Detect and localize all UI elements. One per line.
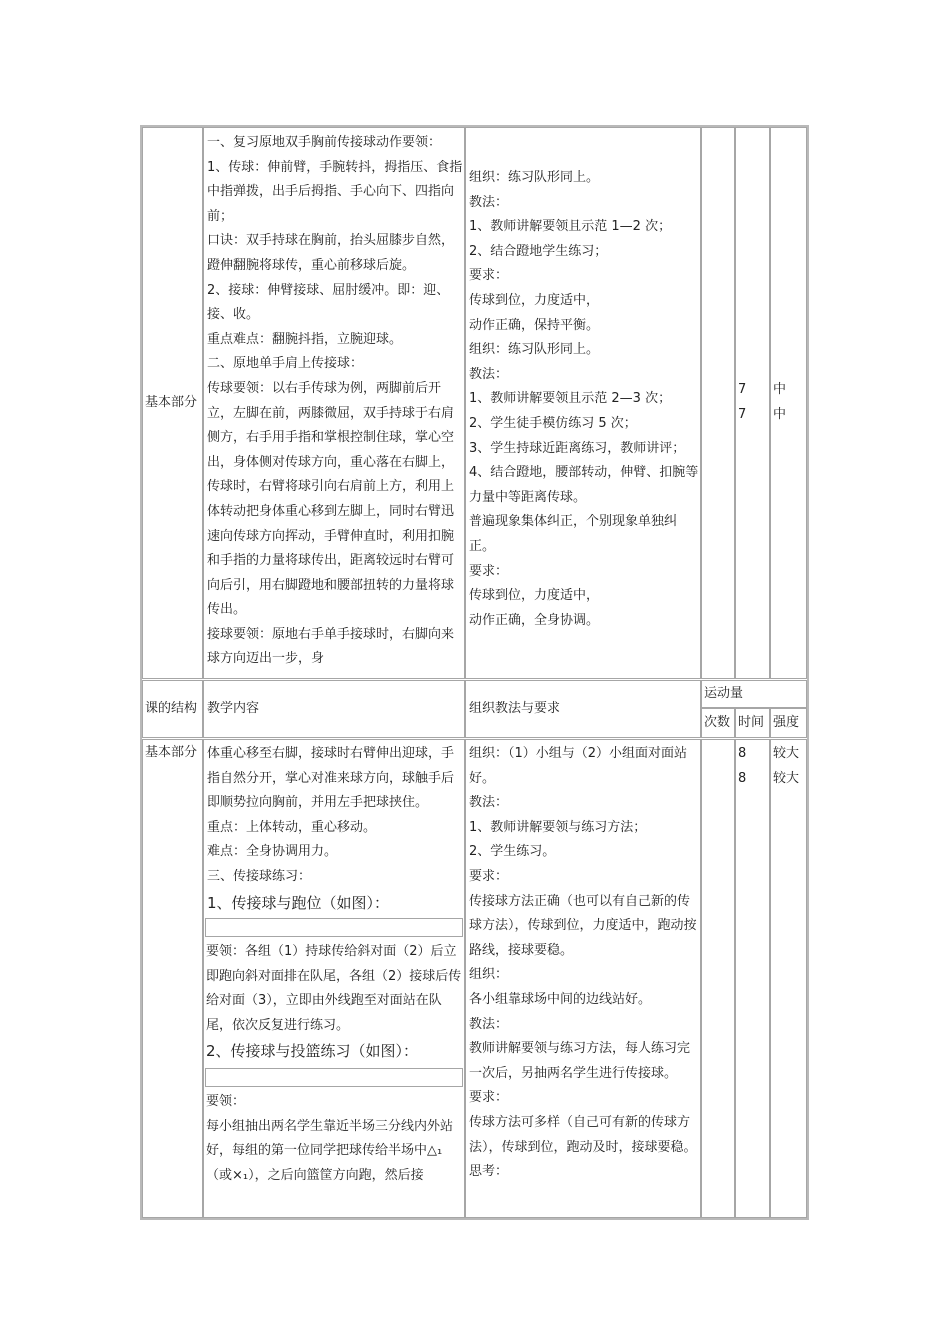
section2-content-b: 要领：各组（1）持球传给斜对面（2）后立即跑向斜对面排在队尾，各组（2）接球后传给对面（3），立即由外线跑至对面站在队尾，依次反复进行练习。	[206, 944, 462, 1033]
section1-time-cell	[735, 127, 770, 679]
section1-count-cell	[701, 127, 735, 679]
section2-method: 组织：（1）小组与（2）小组面对面站好。 教法： 1、教师讲解要领与练习方法； 2、学生练习。 要求： 传接球方法正确（也可以有自己新的传球方法），传球到位，力度适中，跑动按路线，接球要稳。 组织： 各小组靠球场中间的边线站好。 教法： 教师讲解要领与练习方法，每人练习完一次后，另抽两名学生进行传接球。 要求： 传球方法可多样（自己可有新的传球方法），传球到位，跑动及时，接球要稳。 思考：	[469, 746, 697, 1180]
section2-content-a: 体重心移至右脚，接球时右臂伸出迎球，手指自然分开，掌心对准来球方向，球触手后即顺势拉向胸前，并用左手把球挟住。 重点：上体转动，重心移动。 难点：全身协调用力。 三、传接球练习：	[207, 746, 455, 884]
section2-count-cell	[701, 739, 735, 1218]
header-intensity: 强度	[773, 715, 800, 730]
section2-heading2: 2、传接球与投篮练习（如图）：	[206, 1042, 419, 1061]
header-method-cell	[465, 680, 701, 738]
section2-content-c-cell	[205, 1090, 463, 1216]
header-intensity-cell	[770, 708, 807, 738]
header-content-cell	[203, 680, 465, 738]
header-load-cell	[701, 680, 807, 708]
section1-intensity-cell	[770, 127, 807, 679]
header-count: 次数	[704, 715, 731, 730]
section2-method-cell	[465, 739, 701, 1218]
section1-label: 基本部分	[145, 395, 198, 410]
header-count-cell	[701, 708, 735, 738]
diagram-placeholder-2	[205, 1068, 463, 1087]
section1-time: 7 7	[738, 382, 747, 422]
header-content: 教学内容	[207, 701, 260, 716]
header-time: 时间	[738, 715, 765, 730]
header-load: 运动量	[704, 686, 744, 701]
section2-time: 8 8	[738, 746, 747, 786]
section1-content: 一、复习原地双手胸前传接球动作要领： 1、传球：伸前臂，手腕转抖，拇指压、食指中指弹拨，出手后拇指、手心向下、四指向前； 口诀：双手持球在胸前，抬头屈膝步自然，蹬伸翻腕将球传，重心前移球后旋。 2、接球：伸臂接球、屈肘缓冲。即：迎、接、收。 重点难点：翻腕抖指，立腕迎球。 二、原地单手肩上传接球： 传球要领：以右手传球为例，两脚前后开立，左脚在前，两膝微屈，双手持球于右肩侧方，右手用手指和掌根控制住球，掌心空出，身体侧对传球方向，重心落在右脚上，传球时，右臂将球引向右肩前上方，利用上体转动把身体重心移到左脚上，同时右臂迅速向传球方向挥动，手臂伸直时，利用扣腕和手指的力量将球传出，距离较远时右臂可向后引，用右脚蹬地和腰部扭转的力量将球传出。 接球要领：原地右手单手接球时，右脚向来球方向迈出一步，身	[207, 135, 463, 667]
section2-label-cell	[142, 739, 203, 1218]
section1-label-cell	[142, 127, 203, 679]
header-structure-cell	[142, 680, 203, 738]
header-structure: 课的结构	[145, 701, 198, 716]
section1-method-cell	[465, 127, 701, 679]
section2-content-b-cell	[205, 940, 463, 1065]
section1-content-cell	[203, 127, 465, 679]
section2-heading1: 1、传接球与跑位（如图）：	[207, 893, 390, 912]
section2-content-c: 要领： 每小组抽出两名学生靠近半场三分线内外站好，每组的第一位同学把球传给半场中△₁（或×₁），之后向篮筐方向跑，然后接	[206, 1094, 454, 1183]
diagram-placeholder-1	[205, 918, 463, 937]
section2-intensity-cell	[770, 739, 807, 1218]
section2-time-cell	[735, 739, 770, 1218]
header-time-cell	[735, 708, 770, 738]
header-method: 组织教法与要求	[469, 701, 561, 716]
section1-intensity: 中 中	[773, 382, 787, 422]
section2-intensity: 较大 较大	[773, 746, 800, 786]
section1-method: 组织：练习队形同上。 教法： 1、教师讲解要领且示范 1—2 次； 2、结合蹬地学生练习； 要求： 传球到位，力度适中， 动作正确，保持平衡。 组织：练习队形同上。 教法： 1、教师讲解要领且示范 2—3 次； 2、学生徒手模仿练习 5 次； 3、学生持球近距离练习，教师讲评； 4、结合蹬地，腰部转动，伸臂、扣腕等力量中等距离传球。 普遍现象集体纠正，个别现象单独纠正。 要求： 传球到位，力度适中， 动作正确，全身协调。	[469, 170, 699, 628]
section2-label: 基本部分	[145, 745, 198, 760]
